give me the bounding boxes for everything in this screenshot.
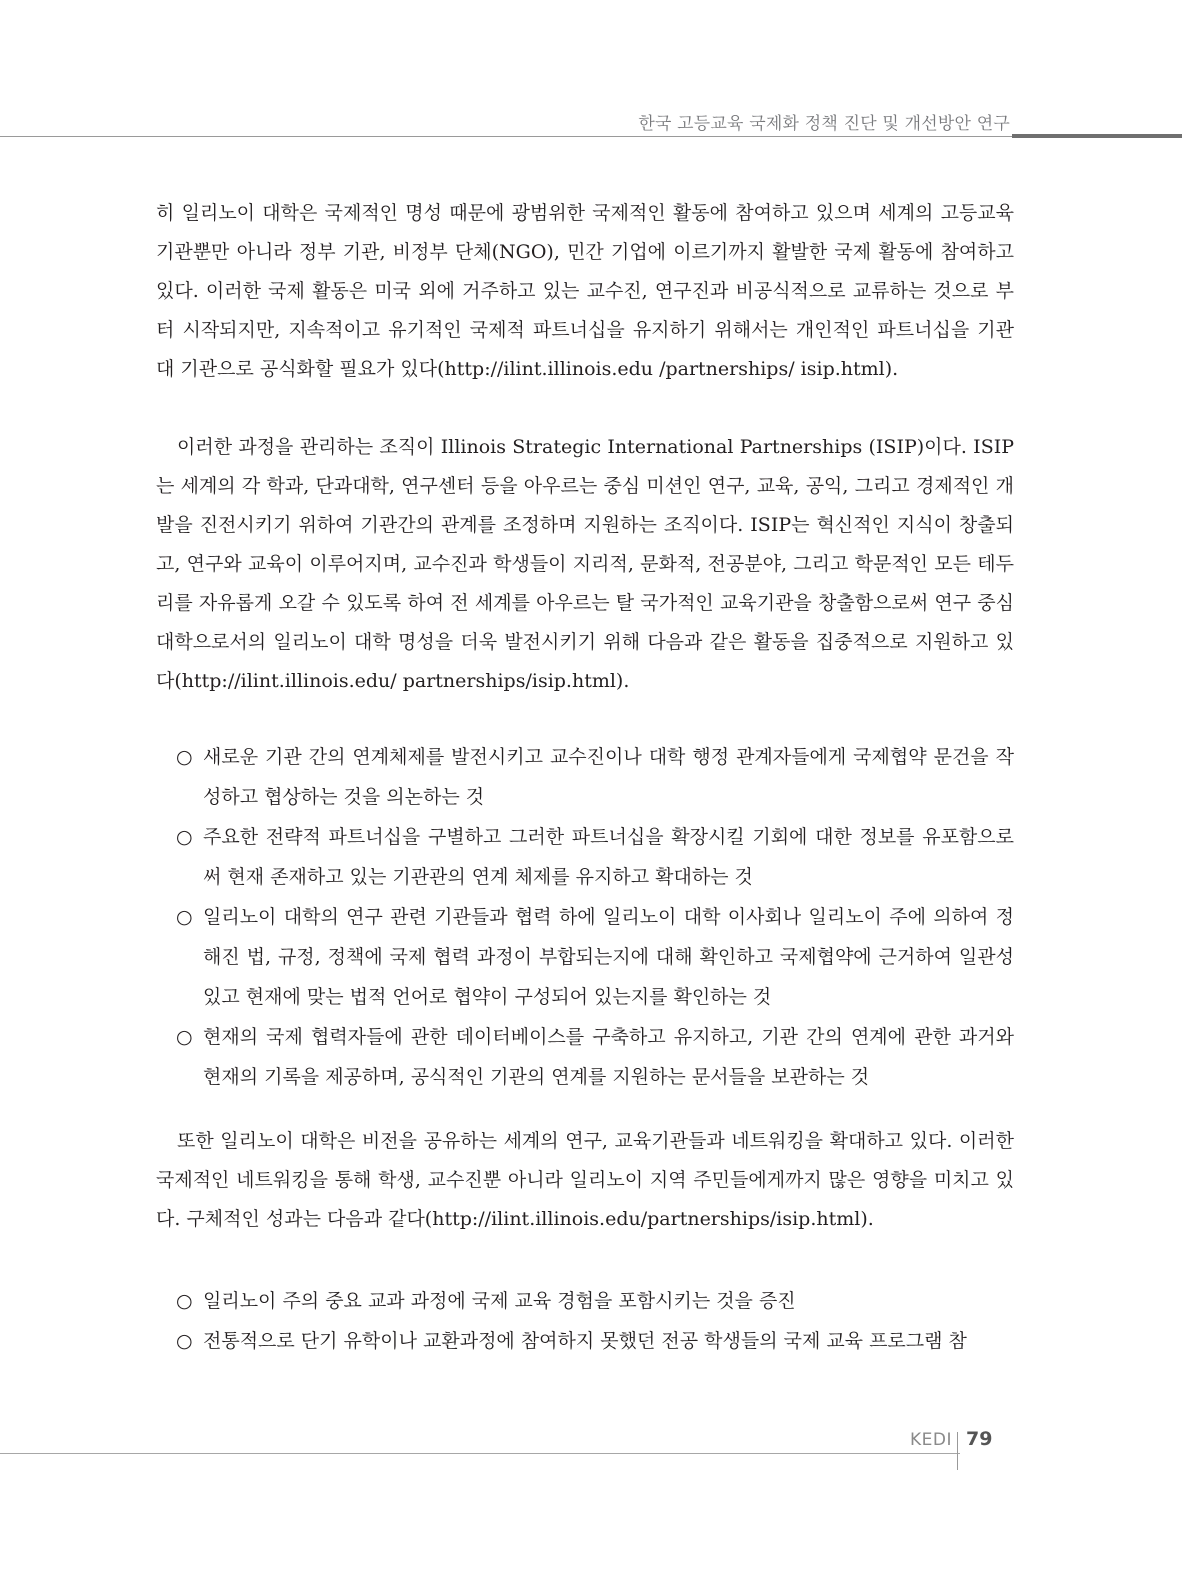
list-item-text: 일리노이 주의 중요 교과 과정에 국제 교육 경험을 포함시키는 것을 증진: [203, 1290, 796, 1312]
circle-bullet-icon: ○: [176, 1330, 193, 1352]
circle-bullet-icon: ○: [176, 826, 193, 848]
bullet-list-1: [176, 737, 1014, 1097]
circle-bullet-icon: ○: [176, 1290, 193, 1312]
list-item: [176, 897, 1014, 1017]
running-header-title: 한국 고등교육 국제화 정책 진단 및 개선방안 연구: [638, 114, 1010, 134]
circle-bullet-icon: ○: [176, 906, 193, 928]
paragraph-2: 이러한 과정을 관리하는 조직이 Illinois Strategic International Partnerships (ISIP)이다. ISIP는 세계의 각 학과, 단과대학, 연구센터 등을 아우르는 중심 미션인 연구, 교육, 공익, 그리고 경제적인 개발을 진전시키기 위하여 기관간의 관계를 조정하며 지원하는 조직이다. ISIP는 혁신적인 지식이 창출되고, 연구와 교육이 이루어지며, 교수진과 학생들이 지리적, 문화적, 전공분야, 그리고 학문적인 모든 테두리를 자유롭게 오갈 수 있도록 하여 전 세계를 아우르는 탈 국가적인 교육기관을 창출함으로써 연구 중심 대학으로서의 일리노이 대학 명성을 더욱 발전시키기 위해 다음과 같은 활동을 집중적으로 지원하고 있다(http://ilint.illinois.edu/ partnerships/isip.html).: [156, 436, 1014, 692]
list-item-text: 일리노이 대학의 연구 관련 기관들과 협력 하에 일리노이 대학 이사회나 일리노이 주에 의하여 정해진 법, 규정, 정책에 국제 협력 과정이 부합되는지에 대해 확인하고 국제협약에 근거하여 일관성 있고 현재에 맞는 법적 언어로 협약이 구성되어 있는지를 확인하는 것: [203, 906, 1014, 1008]
footer-divider: [957, 1432, 958, 1470]
circle-bullet-icon: ○: [176, 1026, 193, 1048]
paragraph-3: 또한 일리노이 대학은 비전을 공유하는 세계의 연구, 교육기관들과 네트워킹을 확대하고 있다. 이러한 국제적인 네트워킹을 통해 학생, 교수진뿐 아니라 일리노이 지역 주민들에게까지 많은 영향을 미치고 있다. 구체적인 성과는 다음과 같다(http://ilint.illinois.edu/partnerships/isip.html).: [156, 1130, 1014, 1230]
list-item: [176, 1281, 1014, 1321]
list-item: [176, 817, 1014, 897]
header-rule: [0, 136, 1012, 137]
list-item-text: 현재의 국제 협력자들에 관한 데이터베이스를 구축하고 유지하고, 기관 간의 연계에 관한 과거와 현재의 기록을 제공하며, 공식적인 기관의 연계를 지원하는 문서들을 보관하는 것: [203, 1026, 1014, 1088]
list-item: [176, 737, 1014, 817]
page-number: 79: [966, 1428, 993, 1450]
header-rule-accent: [1012, 134, 1182, 138]
list-item-text: 새로운 기관 간의 연계체제를 발전시키고 교수진이나 대학 행정 관계자들에게 국제협약 문건을 작성하고 협상하는 것을 의논하는 것: [203, 746, 1014, 808]
footer-rule: [0, 1453, 960, 1454]
list-item-text: 전통적으로 단기 유학이나 교환과정에 참여하지 못했던 전공 학생들의 국제 교육 프로그램 참: [203, 1330, 967, 1352]
list-item: [176, 1321, 1014, 1361]
list-item: [176, 1017, 1014, 1097]
circle-bullet-icon: ○: [176, 746, 193, 768]
bullet-list-2: [176, 1281, 1014, 1361]
list-item-text: 주요한 전략적 파트너십을 구별하고 그러한 파트너십을 확장시킬 기회에 대한 정보를 유포함으로써 현재 존재하고 있는 기관관의 연계 체제를 유지하고 확대하는 것: [203, 826, 1014, 888]
footer-publisher-label: KEDI: [910, 1430, 952, 1450]
paragraph-1: 히 일리노이 대학은 국제적인 명성 때문에 광범위한 국제적인 활동에 참여하고 있으며 세계의 고등교육 기관뿐만 아니라 정부 기관, 비정부 단체(NGO), 민간 기업에 이르기까지 활발한 국제 활동에 참여하고 있다. 이러한 국제 활동은 미국 외에 거주하고 있는 교수진, 연구진과 비공식적으로 교류하는 것으로 부터 시작되지만, 지속적이고 유기적인 국제적 파트너십을 유지하기 위해서는 개인적인 파트너십을 기관 대 기관으로 공식화할 필요가 있다(http://ilint.illinois.edu /partnerships/ isip.html).: [156, 202, 1014, 380]
